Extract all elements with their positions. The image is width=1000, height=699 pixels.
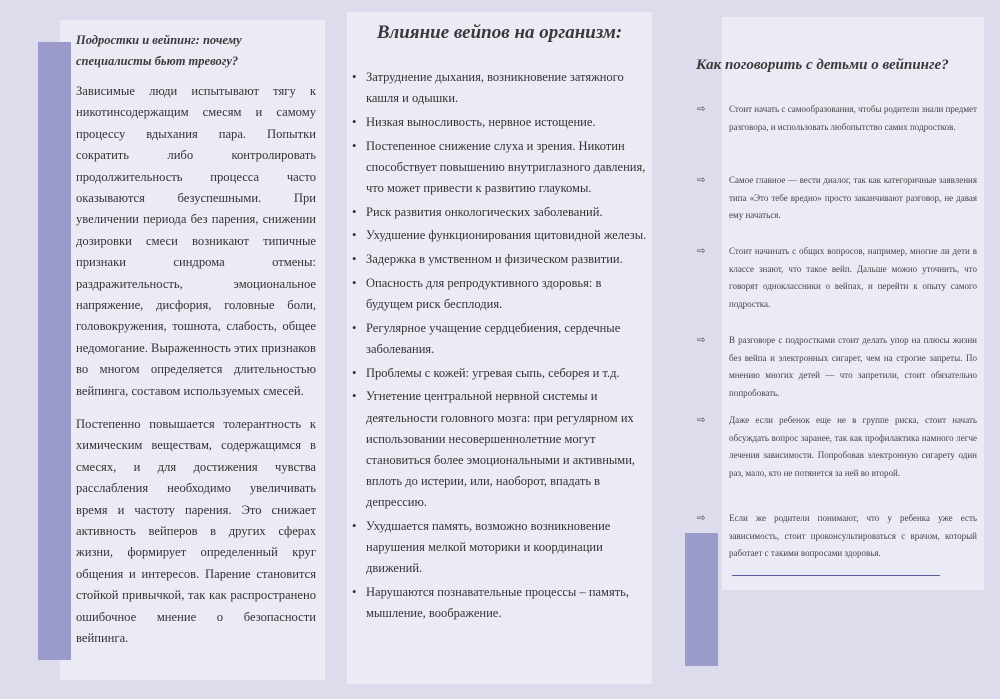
- effects-list-item: [352, 249, 648, 270]
- tip-text: Самое главное — вести диалог, так как категоричные заявления типа «Это тебе вредно» просто заканчивают разговор, не давая ему начаться.: [729, 175, 977, 221]
- effects-list-item-text: Ухудшение функционирования щитовидной железы.: [366, 228, 647, 243]
- effects-list-item-text: Постепенное снижение слуха и зрения. Никотин способствует повышению внутриглазного давления, что может привести к развитию глаукомы.: [366, 138, 646, 196]
- bullet-icon: •: [352, 252, 357, 267]
- bullet-icon: •: [352, 365, 357, 380]
- effects-list-item-text: Низкая выносливость, нервное истощение.: [366, 114, 596, 129]
- tip-item: [697, 510, 977, 563]
- effects-list-item: [352, 67, 648, 109]
- bullet-icon: •: [352, 519, 357, 534]
- tip-item: [697, 412, 977, 482]
- effects-list-item: [352, 136, 648, 200]
- bullet-icon: •: [352, 138, 357, 153]
- tip-item: [697, 101, 977, 136]
- tip-item: [697, 332, 977, 402]
- effects-list-item: [352, 386, 648, 513]
- effects-list-item-text: Опасность для репродуктивного здоровья: в будущем риск бесплодия.: [366, 275, 602, 312]
- tip-text: Если же родители понимают, что у ребенка уже есть зависимость, стоит проконсультироваться с врачом, который работает с такими вопросами здоровья.: [729, 513, 977, 559]
- col1-paragraph-1: Зависимые люди испытывают тягу к никотинсодержащим смесям и самому процессу вдыхания пара. Попытки сократить либо контролировать продолжительность процесса часто оказываются безуспешными. При увеличении периода без парения, снижении дозировки смеси возникают типичные признаки синдрома отмены: раздражительность, эмоциональное напряжение, дисфория, головные боли, головокружения, тошнота, слабость, общее недомогание. Выраженность этих признаков во многом определяется длительностью вейпинга, составом используемых смесей.: [76, 84, 316, 398]
- effects-list-item-text: Регулярное учащение сердцебиения, сердечные заболевания.: [366, 320, 621, 356]
- divider-line: [732, 575, 940, 576]
- tip-item: [697, 243, 977, 313]
- left-accent-bar: [38, 42, 71, 660]
- arrow-right-icon: ⇨: [697, 513, 706, 524]
- col3-heading: Как поговорить с детьми о вейпинге?: [696, 57, 949, 73]
- arrow-right-icon: ⇨: [697, 246, 706, 257]
- bullet-icon: •: [352, 320, 357, 335]
- effects-list-item: [352, 273, 648, 315]
- bullet-icon: •: [352, 70, 357, 84]
- col2-heading: Влияние вейпов на организм:: [376, 22, 623, 43]
- effects-list-item: [352, 318, 648, 360]
- effects-list-item-text: Нарушаются познавательные процессы – память, мышление, воображение.: [366, 585, 630, 621]
- bullet-icon: •: [352, 228, 357, 243]
- effects-list-item: [352, 202, 648, 223]
- arrow-right-icon: ⇨: [697, 415, 706, 426]
- effects-list-item-text: Угнетение центральной нервной системы и деятельности головного мозга: при регулярном их использовании несовершеннолетние могут становиться более эмоциональными и активными, вплоть до истерии, или, наоборот, впадать в депрессию.: [366, 389, 636, 510]
- arrow-right-icon: ⇨: [697, 175, 706, 186]
- arrow-right-icon: ⇨: [697, 104, 706, 115]
- bullet-icon: •: [352, 389, 357, 404]
- tip-text: Стоит начать с самообразования, чтобы родители знали предмет разговора, и использовать любопытство самих подростков.: [729, 104, 977, 132]
- effects-list-item-text: Затруднение дыхания, возникновение затяжного кашля и одышки.: [366, 70, 624, 106]
- col1-heading: Подростки и вейпинг: почему специалисты бьют тревогу?: [76, 33, 242, 68]
- effects-list-item: [352, 363, 648, 384]
- bullet-icon: •: [352, 204, 357, 219]
- tip-text: В разговоре с подростками стоит делать упор на плюсы жизни без вейпа и электронных сигарет, чем на строгие запреты. По мнению многих детей — что запретили, стоит обязательно попробовать.: [729, 335, 977, 398]
- effects-list-item: [352, 225, 648, 246]
- tip-text: Даже если ребенок еще не в группе риска, стоит начать обсуждать вопрос заранее, так как профилактика намного легче лечения зависимости. Попробовав электронную сигарету один раз, мало, кто не потянется за ней во второй.: [729, 415, 977, 478]
- effects-list-item-text: Проблемы с кожей: угревая сыпь, себорея и т.д.: [366, 365, 620, 380]
- bullet-icon: •: [352, 275, 357, 290]
- effects-list-item: [352, 112, 648, 133]
- effects-list-item: [352, 582, 648, 624]
- bullet-icon: •: [352, 585, 357, 600]
- effects-list-item-text: Риск развития онкологических заболеваний.: [366, 204, 603, 219]
- tip-text: Стоит начинать с общих вопросов, например, многие ли дети в классе знают, что такое вейп. Дальше можно уточнить, что говорят одноклассники о вейпах, и перейти к опыту самого подростка.: [729, 246, 977, 309]
- effects-list: [352, 67, 648, 627]
- col1-paragraph-2: Постепенно повышается толерантность к химическим веществам, содержащимся в смесях, и для достижения чувства расслабления необходимо увеличивать время и частоту парения. Это снижает активность вейперов в других сферах жизни, формирует определенный круг общения и интересов. Парение становится стойкой привычкой, так как распространено ошибочное мнение о безопасности вейпинга.: [76, 417, 316, 646]
- effects-list-item-text: Задержка в умственном и физическом развитии.: [366, 252, 623, 267]
- tip-item: [697, 172, 977, 225]
- effects-list-item-text: Ухудшается память, возможно возникновение нарушения мелкой моторики и координации движений.: [366, 519, 611, 576]
- bullet-icon: •: [352, 114, 357, 129]
- arrow-right-icon: ⇨: [697, 335, 706, 346]
- effects-list-item: [352, 516, 648, 580]
